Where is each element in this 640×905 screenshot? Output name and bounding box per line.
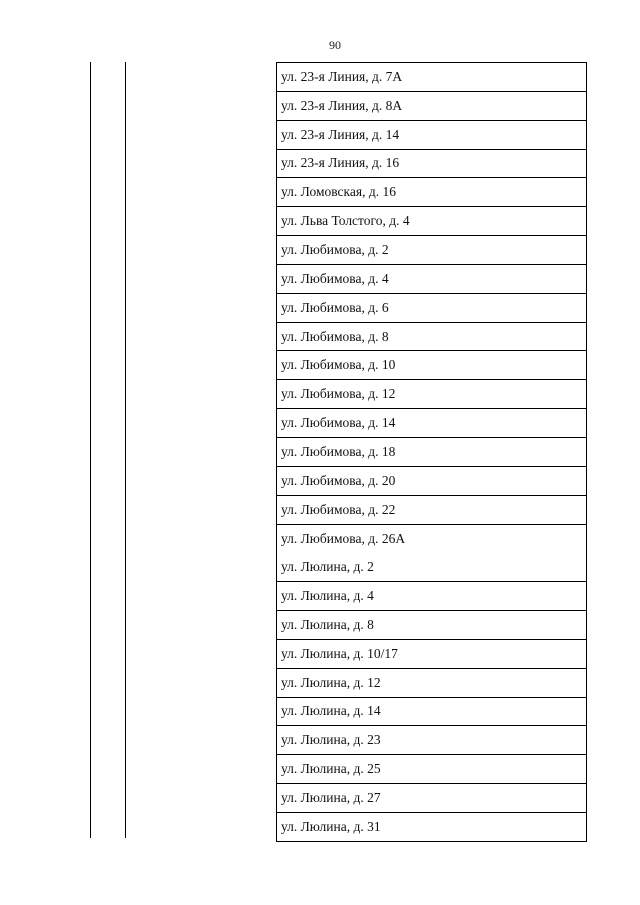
address-cell: ул. 23-я Линия, д. 16 bbox=[277, 149, 587, 178]
address-cell: ул. Люлина, д. 8 bbox=[277, 611, 587, 640]
table-row bbox=[277, 293, 587, 322]
address-table bbox=[276, 62, 587, 842]
address-cell: ул. Льва Толстого, д. 4 bbox=[277, 207, 587, 236]
address-cell: ул. Ломовская, д. 16 bbox=[277, 178, 587, 207]
table-row bbox=[277, 149, 587, 178]
table-row bbox=[277, 668, 587, 697]
address-cell: ул. Любимова, д. 8 bbox=[277, 322, 587, 351]
address-cell: ул. Люлина, д. 2 bbox=[277, 553, 587, 582]
table-row bbox=[277, 264, 587, 293]
table-row bbox=[277, 63, 587, 92]
address-cell: ул. Люлина, д. 31 bbox=[277, 812, 587, 841]
address-cell: ул. Любимова, д. 18 bbox=[277, 437, 587, 466]
table-row bbox=[277, 466, 587, 495]
table-row bbox=[277, 91, 587, 120]
address-cell: ул. Любимова, д. 20 bbox=[277, 466, 587, 495]
table-row bbox=[277, 120, 587, 149]
address-cell: ул. Люлина, д. 25 bbox=[277, 755, 587, 784]
table-row bbox=[277, 611, 587, 640]
table-column-border-left bbox=[90, 62, 91, 838]
table-row bbox=[277, 812, 587, 841]
address-cell: ул. Люлина, д. 23 bbox=[277, 726, 587, 755]
table-row bbox=[277, 322, 587, 351]
address-cell: ул. Любимова, д. 10 bbox=[277, 351, 587, 380]
table-row bbox=[277, 495, 587, 524]
table-row bbox=[277, 437, 587, 466]
table-row bbox=[277, 697, 587, 726]
table-row bbox=[277, 639, 587, 668]
table-row bbox=[277, 380, 587, 409]
address-cell: ул. 23-я Линия, д. 14 bbox=[277, 120, 587, 149]
table-row bbox=[277, 178, 587, 207]
table-row bbox=[277, 409, 587, 438]
address-cell: ул. Люлина, д. 10/17 bbox=[277, 639, 587, 668]
address-cell: ул. Любимова, д. 12 bbox=[277, 380, 587, 409]
address-cell: ул. Любимова, д. 22 bbox=[277, 495, 587, 524]
table-row bbox=[277, 524, 587, 553]
table-row bbox=[277, 236, 587, 265]
table-row bbox=[277, 553, 587, 582]
table-row bbox=[277, 582, 587, 611]
table-row bbox=[277, 726, 587, 755]
table-row bbox=[277, 207, 587, 236]
table-row bbox=[277, 755, 587, 784]
table-column-border-middle bbox=[125, 62, 126, 838]
page-number: 90 bbox=[329, 38, 341, 52]
address-cell: ул. 23-я Линия, д. 7А bbox=[277, 63, 587, 92]
address-cell: ул. Любимова, д. 14 bbox=[277, 409, 587, 438]
table-row bbox=[277, 351, 587, 380]
address-cell: ул. Люлина, д. 12 bbox=[277, 668, 587, 697]
address-cell: ул. Любимова, д. 2 bbox=[277, 236, 587, 265]
address-cell: ул. Любимова, д. 26А bbox=[277, 524, 587, 553]
address-cell: ул. Люлина, д. 4 bbox=[277, 582, 587, 611]
address-cell: ул. Люлина, д. 14 bbox=[277, 697, 587, 726]
address-cell: ул. Люлина, д. 27 bbox=[277, 784, 587, 813]
address-cell: ул. Любимова, д. 4 bbox=[277, 264, 587, 293]
address-cell: ул. Любимова, д. 6 bbox=[277, 293, 587, 322]
address-cell: ул. 23-я Линия, д. 8А bbox=[277, 91, 587, 120]
table-row bbox=[277, 784, 587, 813]
